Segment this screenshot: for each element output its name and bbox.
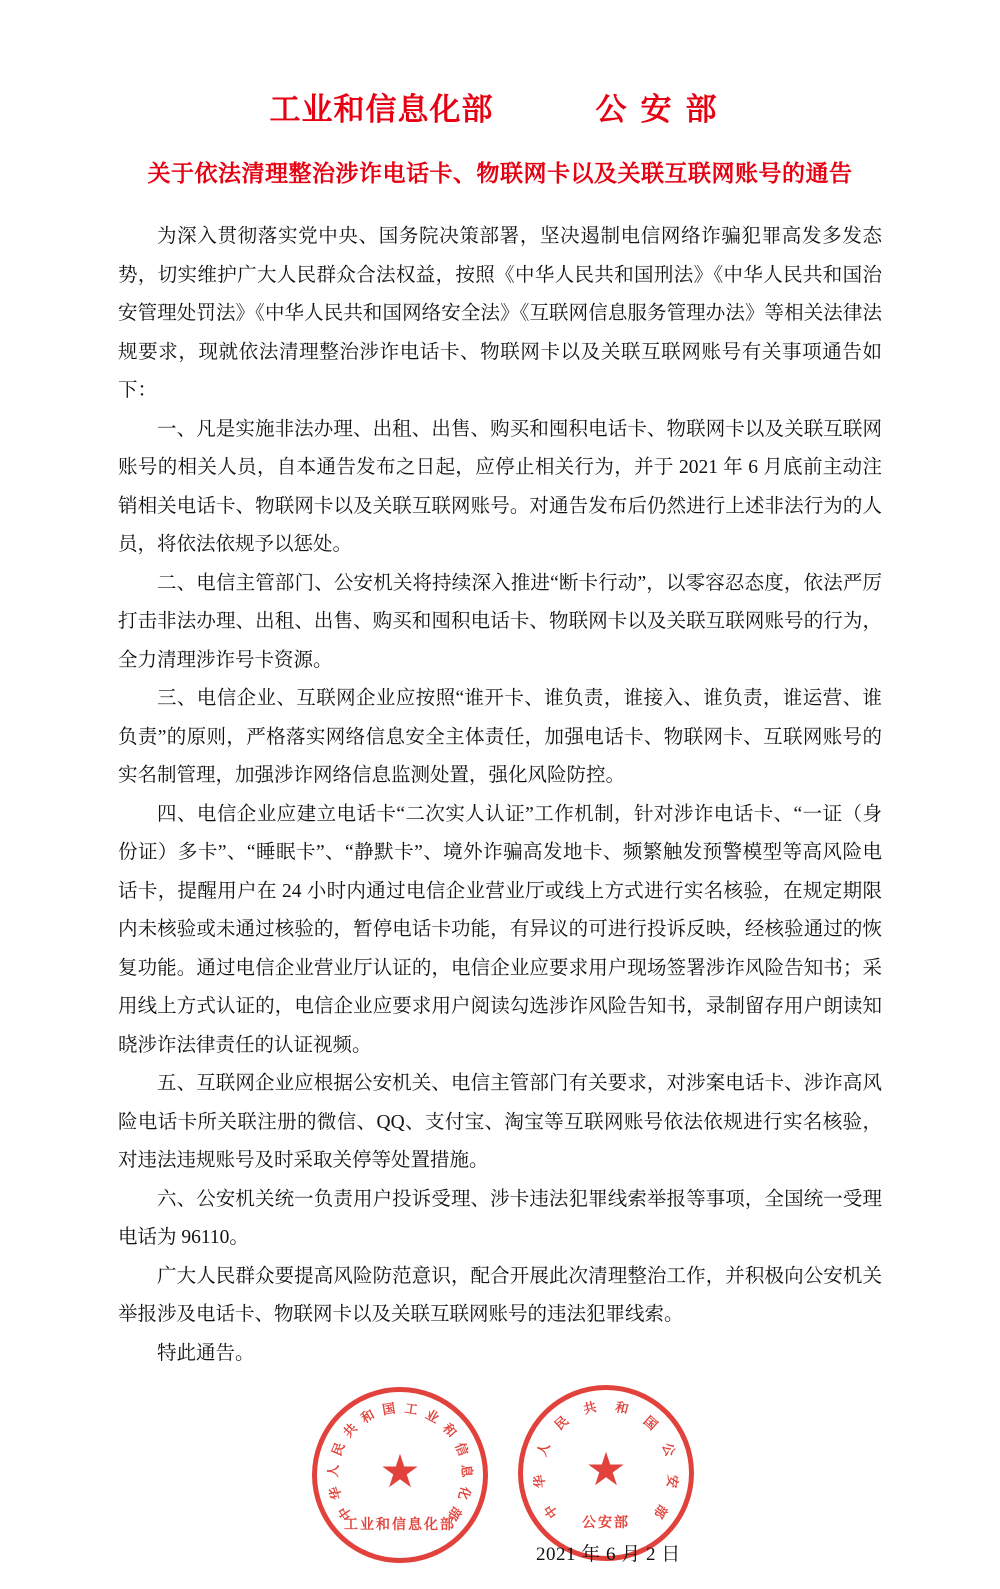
seal-ring-char: 人	[325, 1464, 342, 1478]
seal-ring-char: 华	[326, 1484, 345, 1502]
paragraph-5: 五、互联网企业应根据公安机关、电信主管部门有关要求，对涉案电话卡、涉诈高风险电话卡所关联注册的微信、QQ、支付宝、淘宝等互联网账号依法依规进行实名核验，对违法违规账号及时采取关停等处置措施。	[118, 1073, 882, 1171]
seal-ring-char: 中	[541, 1501, 561, 1522]
seal-ring-char: 公	[659, 1440, 679, 1459]
document-header	[0, 84, 1000, 129]
seal-ring-char: 和	[613, 1399, 631, 1417]
issuing-org-mps: 公安部	[595, 92, 731, 127]
seal-ring-char: 国	[640, 1413, 661, 1433]
official-seal-mps	[518, 1385, 694, 1561]
seal-ring-char: 人	[533, 1440, 553, 1459]
document-page	[0, 84, 1000, 1565]
paragraph-8: 特此通告。	[157, 1342, 255, 1364]
paragraph-0: 为深入贯彻落实党中央、国务院决策部署，坚决遏制电信网络诈骗犯罪高发多发态势，切实维护广大人民群众合法权益，按照《中华人民共和国刑法》《中华人民共和国治安管理处罚法》《中华人民共和国网络安全法》《互联网信息服务管理办法》等相关法律法规要求，现就依法清理整治涉诈电话卡、物联网卡以及关联互联网账号有关事项通告如下：	[118, 226, 882, 401]
paragraph-2: 二、电信主管部门、公安机关将持续深入推进“断卡行动”，以零容忍态度，依法严厉打击非法办理、出租、出售、购买和囤积电话卡、物联网卡以及关联互联网账号的行为，全力清理涉诈号卡资源。	[118, 572, 882, 671]
seal-ring-char: 共	[581, 1399, 599, 1417]
paragraph-3: 三、电信企业、互联网企业应按照“谁开卡、谁负责，谁接入、谁负责，谁运营、谁负责”的原则，严格落实网络信息安全主体责任，加强电话卡、物联网卡、互联网账号的实名制管理，加强涉诈网络信息监测处置，强化风险防控。	[118, 688, 882, 786]
seal-ring-char: 化	[455, 1484, 474, 1502]
star-icon: ★	[379, 1446, 421, 1498]
seal-ring-char: 民	[551, 1413, 572, 1433]
seal-ring-char: 共	[340, 1420, 361, 1441]
paragraph-6: 六、公安机关统一负责用户投诉受理、涉卡违法犯罪线索举报等事项，全国统一受理电话为 96110。	[118, 1188, 882, 1248]
seal-ring-char: 业	[423, 1406, 442, 1427]
seal-ring-char: 和	[358, 1406, 377, 1427]
paragraph-1: 一、凡是实施非法办理、出租、出售、购买和囤积电话卡、物联网卡以及关联互联网账号的相关人员，自本通告发布之日起，应停止相关行为，并于 2021 年 6 月底前主动注销相关电话卡、物联网卡以及关联互联网账号。对通告发布后仍然进行上述非法行为的人员，将依法依规予以惩处。	[118, 418, 882, 555]
issue-date: 2021 年 6 月 2 日	[536, 1544, 681, 1565]
seal-bottom-text-miit: 工业和信息化部	[344, 1518, 456, 1533]
official-seal-miit	[312, 1387, 488, 1563]
seal-ring-char: 信	[452, 1440, 472, 1459]
seal-area	[0, 1379, 1000, 1589]
seal-ring-char: 部	[445, 1503, 465, 1524]
paragraph-4: 四、电信企业应建立电话卡“二次实人认证”工作机制，针对涉诈电话卡、“一证（身份证）多卡”、“睡眠卡”、“静默卡”、境外诈骗高发地卡、频繁触发预警模型等高风险电话卡，提醒用户在 24 小时内通过电信企业营业厅或线上方式进行实名核验，在规定期限内未核验或未通过核验的，暂停电话卡功能，有异议的可进行投诉反映，经核验通过的恢复功能。通过电信企业营业厅认证的，电信企业应要求用户现场签署涉诈风险告知书；采用线上方式认证的，电信企业应要求用户阅读勾选涉诈风险告知书，录制留存用户朗读知晓涉诈法律责任的认证视频。	[118, 803, 882, 1056]
seal-ring-char: 息	[458, 1464, 475, 1478]
seal-bottom-text-mps: 公安部	[582, 1516, 630, 1531]
seal-ring-char: 部	[651, 1501, 671, 1522]
seal-ring-char: 中	[335, 1503, 355, 1524]
paragraph-7: 广大人民群众要提高风险防范意识，配合开展此次清理整治工作，并积极向公安机关举报涉及电话卡、物联网卡以及关联互联网账号的违法犯罪线索。	[118, 1265, 882, 1325]
document-body	[118, 218, 882, 1373]
seal-ring-char: 安	[664, 1474, 681, 1489]
seal-ring-char: 工	[403, 1400, 419, 1418]
seal-ring-char: 华	[531, 1474, 548, 1489]
seal-ring-char: 国	[381, 1400, 397, 1418]
document-title: 关于依法清理整治涉诈电话卡、物联网卡以及关联互联网账号的通告	[147, 161, 853, 186]
seal-ring-char: 民	[328, 1440, 348, 1459]
seal-ring-char: 和	[439, 1420, 460, 1441]
star-icon: ★	[585, 1444, 627, 1496]
issuing-org-miit: 工业和信息化部	[269, 92, 494, 127]
